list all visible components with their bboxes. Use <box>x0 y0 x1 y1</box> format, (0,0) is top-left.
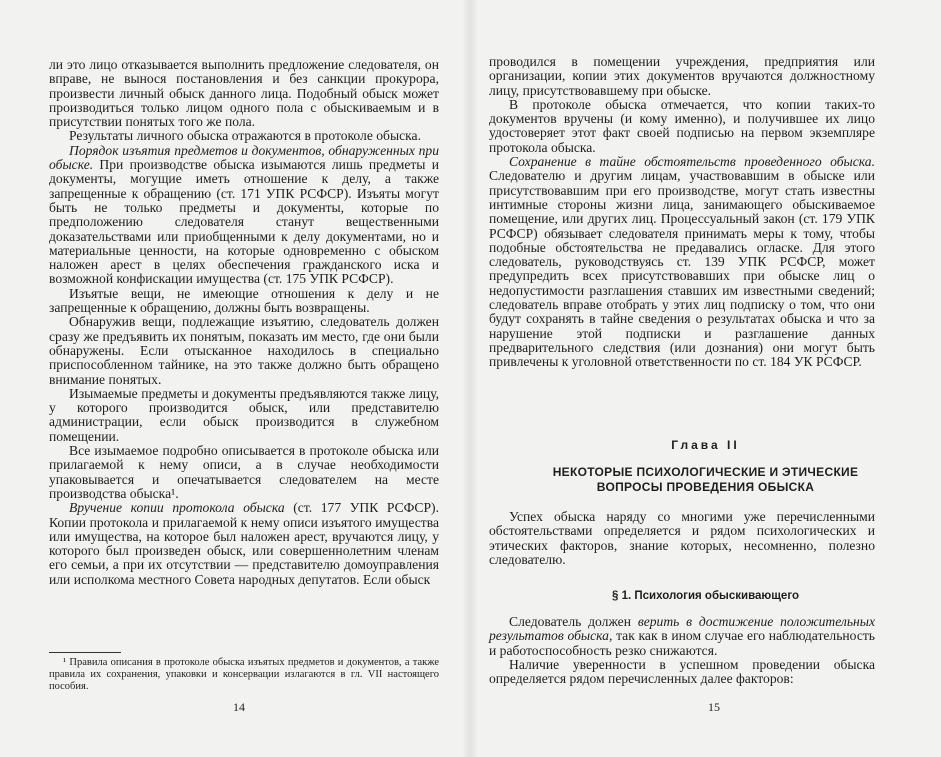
continued-paragraph <box>489 55 875 98</box>
footnote-rule <box>49 652 121 653</box>
continued-paragraph <box>49 58 439 129</box>
paragraph-text: В протоколе обыска отмечается, что копии таких-то документов вручены (и кому именно), и получившее их лицо удостоверяет этот факт своей подписью на первом экземпляре протокола обыска. <box>489 96 875 155</box>
page-number-left: 14 <box>233 700 245 714</box>
paragraph-text: проводился в помещении учреждения, предприятия или организации, копии этих документов вручаются должностному лицу, присутствовавшему при обыске. <box>489 54 875 98</box>
paragraph-text: так как в ином случае его наблюдательность и работоспособность резко снижаются. <box>489 628 875 658</box>
italic-heading: Сохранение в тайне обстоятельств проведенного обыска. <box>509 154 875 170</box>
paragraph <box>49 444 439 501</box>
chapter-label: Глава II <box>671 438 740 452</box>
footnote <box>49 657 439 693</box>
paragraph <box>49 144 439 287</box>
paragraph-text: Изъятые вещи, не имеющие отношения к делу и не запрещенные к обращению, должны быть возвращены. <box>49 285 439 316</box>
italic-heading: Вручение копии протокола обыска <box>69 500 285 516</box>
italic-heading: Порядок изъятия предметов и документов, обнаруженных при обыске. <box>49 142 439 173</box>
section-title: § 1. Психология обыскивающего <box>612 590 799 602</box>
paragraph-text: ли это лицо отказывается выполнить предложение следователя, он вправе, не вынося постановления и без санкции прокурора, произвести личный обыск данного лица. Подобный обыск может производиться только лицом одного пола с обыскиваемым и в присутствии понятых того же пола. <box>49 57 439 130</box>
right-text-column <box>489 55 875 370</box>
chapter-title-text: НЕКОТОРЫЕ ПСИХОЛОГИЧЕСКИЕ И ЭТИЧЕСКИЕ ВОПРОСЫ ПРОВЕДЕНИЯ ОБЫСКА <box>552 465 859 494</box>
paragraph <box>489 98 875 155</box>
paragraph-text: Изымаемые предметы и документы предъявляются также лицу, у которого производится обыск, или представителю администрации, если обыск производится в служебном помещении. <box>49 385 439 444</box>
paragraph <box>49 501 439 587</box>
paragraph <box>49 287 439 316</box>
section-body <box>489 615 875 686</box>
paragraph-lead-text: Следователь должен <box>509 614 638 629</box>
paragraph <box>489 658 875 687</box>
paragraph-text: (ст. 177 УПК РСФСР). Копии протокола и прилагаемой к нему описи изъятого имущества или имущества, на которое был наложен арест, вручаются лицу, у которого был произведен обыск, или совершеннолетним членам его семьи, а при их отсутствии — представителю домоуправления или исполкома местного Совета народных депутатов. Если обыск <box>49 500 439 587</box>
paragraph-text: Обнаружив вещи, подлежащие изъятию, следователь должен сразу же предъявить их понятым, показать им место, где они были обнаружены. Если отысканное находилось в специально приспособленном тайнике, на это также должно быть обращено внимание понятых. <box>49 314 439 387</box>
page-right <box>470 0 941 757</box>
footnote-text: ¹ Правила описания в протоколе обыска изъятых предметов и документов, а также правила их сохранения, упаковки и консервации излагаются в гл. VII настоящего пособия. <box>49 657 439 692</box>
page-number-right: 15 <box>708 700 720 714</box>
chapter-intro-paragraph: Успех обыска наряду со многими уже перечисленными обстоятельствами определяется и рядом психологических и этических факторов, знание которых, несомненно, полезно следователю. <box>489 509 875 567</box>
paragraph-text: Наличие уверенности в успешном проведении обыска определяется рядом перечисленных далее факторов: <box>489 656 875 687</box>
paragraph-text: Все изымаемое подробно описывается в протоколе обыска или прилагаемой к нему описи, а в случае необходимости упаковывается и опечатывается следователем на месте производства обыска¹. <box>49 443 439 501</box>
paragraph-text: Следователю и другим лицам, участвовавшим в обыске или присутствовавшим при его производстве, могут стать известны интимные стороны жизни лица, занимающего обыскиваемое помещение, или других лиц. Процессуальный закон (ст. 179 УПК РСФСР) обязывает следователя принимать меры к тому, чтобы подобные обстоятельства не предавались огласке. Для этого следователь, руководствуясь ст. 139 УПК РСФСР, может предупредить всех присутствовавших при обыске лиц о недопустимости разглашения ставших им известными сведений; следователь вправе отобрать у этих лиц подписку о том, что они будут сохранять в тайне сведения о результатах обыска и что за нарушение этой подписки и разглашение данных предварительного следствия (или дознания) они могут быть привлечены к уголовной ответственности по ст. 184 УК РСФСР. <box>489 168 875 370</box>
paragraph <box>49 387 439 444</box>
paragraph <box>489 155 875 369</box>
left-text-column <box>49 58 439 587</box>
chapter-title <box>470 465 941 495</box>
paragraph <box>49 315 439 386</box>
paragraph <box>489 615 875 658</box>
chapter-intro <box>489 510 875 567</box>
italic-heading: верить в достижение положительных результатов обыска, <box>489 614 875 644</box>
paragraph-text: Результаты личного обыска отражаются в протоколе обыска. <box>69 128 421 144</box>
paragraph <box>49 129 439 143</box>
page-left <box>0 0 470 757</box>
paragraph-text: При производстве обыска изымаются лишь предметы и документы, могущие иметь отношение к делу, а также запрещенные к обращению (ст. 171 УПК РСФСР). Изъяты могут быть не только предметы и документы, которые по предположению следователя станут вещественными доказательствами или приобщенными к делу документами, но и материальные ценности, на которые одновременно с обыском наложен арест в целях обеспечения гражданского иска и возможной конфискации имущества (ст. 175 УПК РСФСР). <box>49 157 439 287</box>
